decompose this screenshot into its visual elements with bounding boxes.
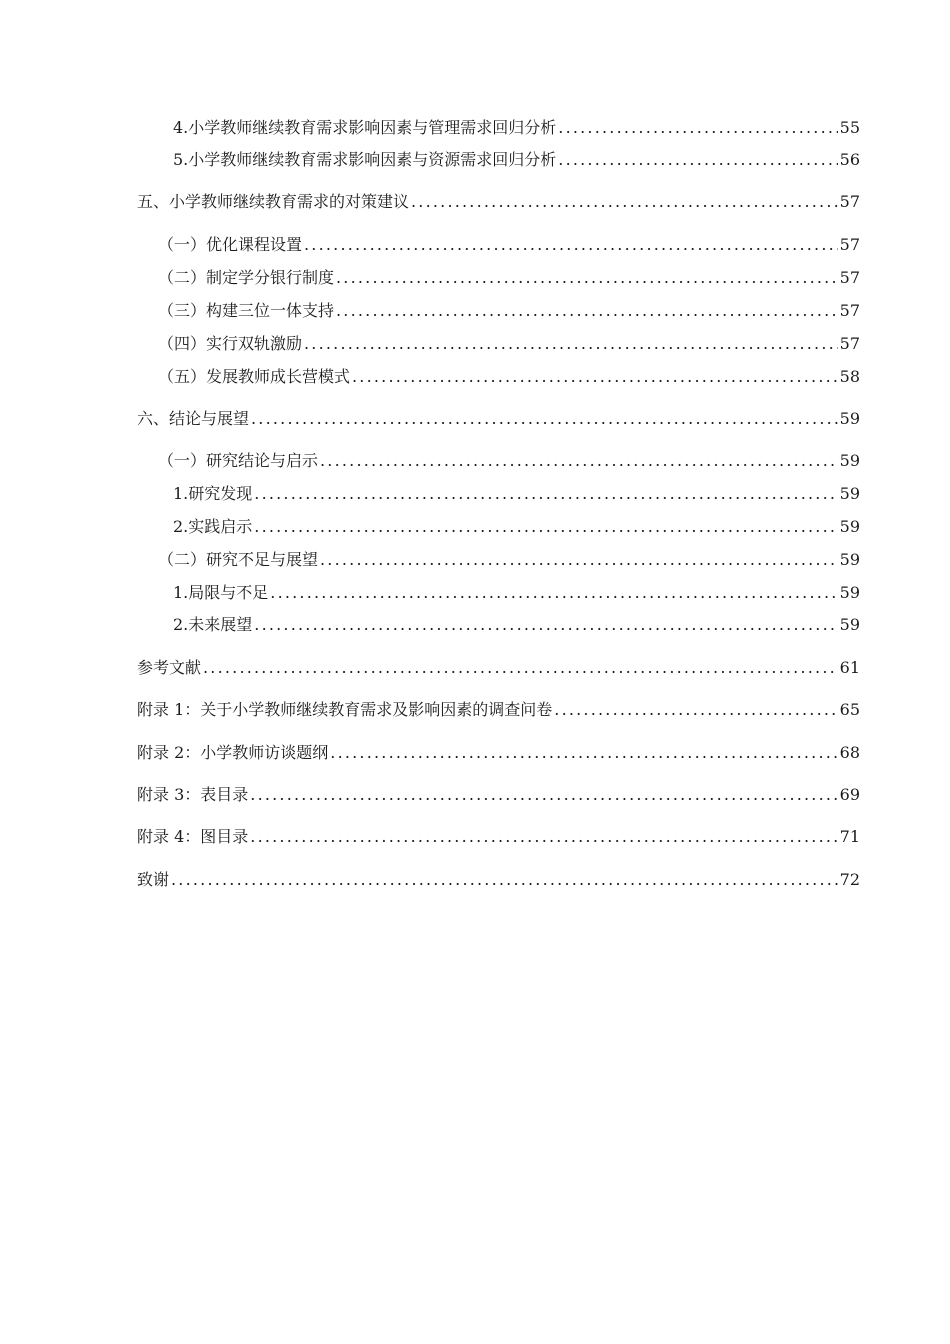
toc-entry[interactable] [137, 407, 860, 431]
toc-entry-label: （三）构建三位一体支持 [158, 301, 335, 320]
toc-entry-label: （二）制定学分银行制度 [158, 268, 335, 287]
toc-entry[interactable] [158, 449, 860, 473]
toc-entry[interactable] [137, 190, 860, 214]
toc-dot-leader [251, 407, 838, 431]
toc-dot-leader [254, 515, 837, 539]
toc-entry[interactable] [173, 613, 860, 637]
toc-dot-leader [330, 741, 837, 765]
toc-entry-label: 4.小学教师继续教育需求影响因素与管理需求回归分析 [173, 118, 557, 137]
toc-dot-leader [320, 449, 838, 473]
toc-entry[interactable] [137, 825, 860, 849]
toc-entry-label: 五、小学教师继续教育需求的对策建议 [137, 192, 410, 211]
toc-entry[interactable] [137, 741, 860, 765]
toc-page-number: 59 [839, 517, 860, 536]
toc-entry[interactable] [158, 233, 860, 257]
toc-entry[interactable] [158, 332, 860, 356]
toc-entry[interactable] [137, 868, 860, 892]
toc-entry[interactable] [173, 482, 860, 506]
toc-entry-label: 致谢 [137, 870, 170, 889]
toc-entry-label: 2.实践启示 [173, 517, 253, 536]
toc-entry[interactable] [158, 299, 860, 323]
toc-dot-leader [304, 332, 838, 356]
toc-page-number: 72 [839, 870, 860, 889]
toc-dot-leader [336, 299, 838, 323]
toc-page-number: 55 [839, 118, 860, 137]
toc-dot-leader [554, 698, 837, 722]
toc-page-number: 56 [839, 150, 860, 169]
toc-dot-leader [250, 783, 837, 807]
toc-entry[interactable] [158, 548, 860, 572]
toc-dot-leader [304, 233, 838, 257]
toc-dot-leader [250, 825, 837, 849]
toc-entry-label: （二）研究不足与展望 [158, 550, 319, 569]
toc-page-number: 71 [839, 827, 860, 846]
toc-entry[interactable] [158, 266, 860, 290]
toc-dot-leader [320, 548, 838, 572]
toc-page-number: 65 [839, 700, 860, 719]
toc-page-number: 57 [839, 235, 860, 254]
toc-entry[interactable] [173, 148, 860, 172]
toc-entry[interactable] [137, 698, 860, 722]
toc-page-number: 69 [839, 785, 860, 804]
toc-entry-label: 附录 4：图目录 [137, 827, 249, 846]
toc-dot-leader [558, 148, 837, 172]
toc-entry-label: 附录 2：小学教师访谈题纲 [137, 743, 329, 762]
toc-dot-leader [254, 482, 837, 506]
toc-entry-label: （一）研究结论与启示 [158, 451, 319, 470]
toc-dot-leader [411, 190, 838, 214]
toc-page-number: 58 [839, 367, 860, 386]
toc-page-number: 59 [839, 550, 860, 569]
toc-dot-leader [352, 365, 838, 389]
toc-dot-leader [270, 581, 837, 605]
toc-entry-label: 1.局限与不足 [173, 583, 269, 602]
toc-entry-label: （一）优化课程设置 [158, 235, 303, 254]
toc-page-number: 59 [839, 409, 860, 428]
toc-entry[interactable] [137, 783, 860, 807]
toc-dot-leader [558, 116, 837, 140]
toc-dot-leader [203, 656, 838, 680]
toc-entry[interactable] [173, 116, 860, 140]
toc-page-number: 68 [839, 743, 860, 762]
toc-page-number: 57 [839, 268, 860, 287]
toc-dot-leader [171, 868, 838, 892]
toc-page-number: 59 [839, 583, 860, 602]
toc-entry[interactable] [137, 656, 860, 680]
toc-page-number: 57 [839, 301, 860, 320]
toc-entry-label: （五）发展教师成长营模式 [158, 367, 351, 386]
toc-entry[interactable] [158, 365, 860, 389]
toc-page-number: 61 [839, 658, 860, 677]
toc-entry-label: 参考文献 [137, 658, 202, 677]
toc-page-number: 57 [839, 192, 860, 211]
toc-entry-label: （四）实行双轨激励 [158, 334, 303, 353]
toc-page-number: 57 [839, 334, 860, 353]
toc-entry-label: 六、结论与展望 [137, 409, 250, 428]
toc-entry-label: 附录 3：表目录 [137, 785, 249, 804]
toc-page-number: 59 [839, 615, 860, 634]
toc-entry[interactable] [173, 581, 860, 605]
toc-page-number: 59 [839, 451, 860, 470]
toc-dot-leader [336, 266, 838, 290]
toc-entry-label: 2.未来展望 [173, 615, 253, 634]
toc-page-number: 59 [839, 484, 860, 503]
toc-entry-label: 1.研究发现 [173, 484, 253, 503]
toc-dot-leader [254, 613, 837, 637]
toc-entry-label: 附录 1：关于小学教师继续教育需求及影响因素的调查问卷 [137, 700, 553, 719]
toc-entry[interactable] [173, 515, 860, 539]
toc-entry-label: 5.小学教师继续教育需求影响因素与资源需求回归分析 [173, 150, 557, 169]
